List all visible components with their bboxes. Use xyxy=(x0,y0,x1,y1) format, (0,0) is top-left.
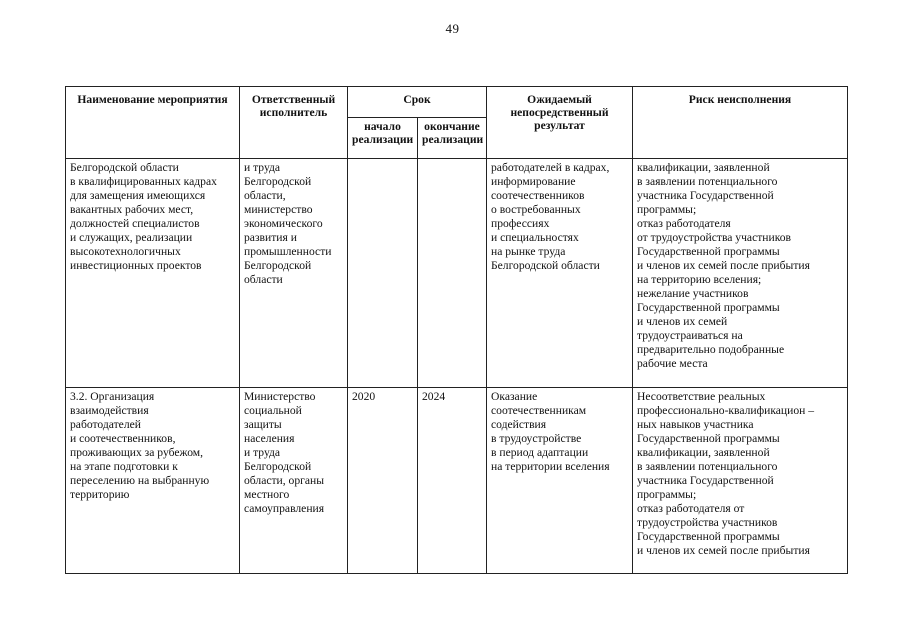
header-term-start: начало реализации xyxy=(348,118,418,159)
cell-text-line: переселению на выбранную xyxy=(70,474,210,487)
cell-text-line: и членов их семей xyxy=(637,315,728,328)
cell-text-line: информирование xyxy=(491,175,576,188)
cell-text-line: и членов их семей после прибытия xyxy=(637,259,810,272)
cell-term-end xyxy=(418,159,487,388)
cell-text-line: работодателей xyxy=(70,418,141,431)
cell-text-line: от трудоустройства участников xyxy=(637,231,792,244)
cell-text-line: вакантных рабочих мест, xyxy=(70,203,194,216)
cell-text-line: ных навыков участника xyxy=(637,418,754,431)
cell-text-line: отказ работодателя xyxy=(637,217,731,230)
cell-text-line: Государственной программы xyxy=(637,245,780,258)
cell-risk xyxy=(633,388,848,574)
cell-term-start: 2020 xyxy=(348,388,418,574)
cell-text-line: министерство xyxy=(244,203,313,216)
cell-text-line: населения xyxy=(244,432,295,445)
cell-text-line: профессионально-квалификацион – xyxy=(637,404,815,417)
cell-text-line: и труда xyxy=(244,161,281,174)
table-body xyxy=(66,159,848,574)
header-term-end: окончание реализации xyxy=(418,118,487,159)
cell-text-line: и соотечественников, xyxy=(70,432,176,445)
cell-text-line: Несоответствие реальных xyxy=(637,390,766,403)
cell-term-start xyxy=(348,159,418,388)
cell-text-line: на этапе подготовки к xyxy=(70,460,178,473)
cell-text-line: участника Государственной xyxy=(637,189,774,202)
cell-text-line: местного xyxy=(244,488,290,501)
cell-text-line: о востребованных xyxy=(491,203,581,216)
cell-text-line: квалификации, заявленной xyxy=(637,446,770,459)
cell-text-line: взаимодействия xyxy=(70,404,149,417)
cell-text-line: территорию xyxy=(70,488,130,501)
page-number: 49 xyxy=(445,21,460,36)
cell-text-line: Оказание xyxy=(491,390,538,403)
cell-text-line: для замещения имеющихся xyxy=(70,189,206,202)
cell-text-line: инвестиционных проектов xyxy=(70,259,202,272)
cell-text-line: проживающих за рубежом, xyxy=(70,446,204,459)
cell-text-line: участника Государственной xyxy=(637,474,774,487)
cell-text-line: отказ работодателя от xyxy=(637,502,745,515)
cell-text-line: области, xyxy=(244,189,286,202)
header-result: Ожидаемый непосредственный результат xyxy=(487,87,633,159)
cell-responsible xyxy=(240,159,348,388)
cell-text-line: содействия xyxy=(491,418,547,431)
cell-text-line: и служащих, реализации xyxy=(70,231,193,244)
cell-text-line: социальной xyxy=(244,404,302,417)
cell-text-line: Государственной программы xyxy=(637,432,780,445)
cell-text-line: самоуправления xyxy=(244,502,325,515)
cell-text-line: профессиях xyxy=(491,217,550,230)
cell-name xyxy=(66,388,240,574)
activities-table xyxy=(65,86,848,574)
cell-text-line: развития и xyxy=(244,231,297,244)
cell-text-line: Белгородской xyxy=(244,460,312,473)
cell-text-line: Белгородской xyxy=(244,259,312,272)
cell-text-line: области xyxy=(244,273,283,286)
cell-text-line: в период адаптации xyxy=(491,446,589,459)
cell-text-line: работодателей в кадрах, xyxy=(491,161,610,174)
cell-text-line: Министерство xyxy=(244,390,316,403)
cell-text-line: программы; xyxy=(637,488,697,501)
cell-text-line: и специальностях xyxy=(491,231,579,244)
cell-text-line: Государственной программы xyxy=(637,530,780,543)
cell-text-line: нежелание участников xyxy=(637,287,749,300)
cell-text-line: промышленности xyxy=(244,245,332,258)
cell-text-line: в квалифицированных кадрах xyxy=(70,175,217,188)
cell-term-end: 2024 xyxy=(418,388,487,574)
cell-text-line: программы; xyxy=(637,203,697,216)
cell-text-line: в заявлении потенциального xyxy=(637,175,778,188)
header-term: Срок xyxy=(348,87,487,118)
cell-text-line: трудоустраиваться на xyxy=(637,329,743,342)
cell-text-line: в трудоустройстве xyxy=(491,432,582,445)
cell-name xyxy=(66,159,240,388)
cell-text-line: области, органы xyxy=(244,474,325,487)
cell-text-line: соотечественников xyxy=(491,189,585,202)
table-row xyxy=(66,388,848,574)
cell-text-line: экономического xyxy=(244,217,323,230)
header-risk: Риск неисполнения xyxy=(633,87,848,159)
cell-text-line: рабочие места xyxy=(637,357,708,370)
cell-result xyxy=(487,388,633,574)
cell-text-line: квалификации, заявленной xyxy=(637,161,770,174)
cell-text-line: Государственной программы xyxy=(637,301,780,314)
header-responsible: Ответственный исполнитель xyxy=(240,87,348,159)
cell-text-line: и членов их семей после прибытия xyxy=(637,544,810,557)
cell-text-line: и труда xyxy=(244,446,281,459)
cell-text-line: должностей специалистов xyxy=(70,217,200,230)
cell-text-line: высокотехнологичных xyxy=(70,245,181,258)
cell-text-line: предварительно подобранные xyxy=(637,343,785,356)
cell-responsible xyxy=(240,388,348,574)
cell-text-line: трудоустройства участников xyxy=(637,516,778,529)
cell-text-line: в заявлении потенциального xyxy=(637,460,778,473)
cell-text-line: соотечественникам xyxy=(491,404,587,417)
cell-text-line: на рынке труда xyxy=(491,245,566,258)
cell-text-line: защиты xyxy=(244,418,282,431)
cell-text-line: 3.2. Организация xyxy=(70,390,155,403)
cell-text-line: на территории вселения xyxy=(491,460,610,473)
cell-text-line: Белгородской области xyxy=(491,259,600,272)
cell-risk xyxy=(633,159,848,388)
cell-text-line: Белгородской xyxy=(244,175,312,188)
cell-text-line: на территорию вселения; xyxy=(637,273,762,286)
cell-result xyxy=(487,159,633,388)
cell-text-line: Белгородской области xyxy=(70,161,179,174)
header-name: Наименование мероприятия xyxy=(66,87,240,159)
table-row xyxy=(66,159,848,388)
